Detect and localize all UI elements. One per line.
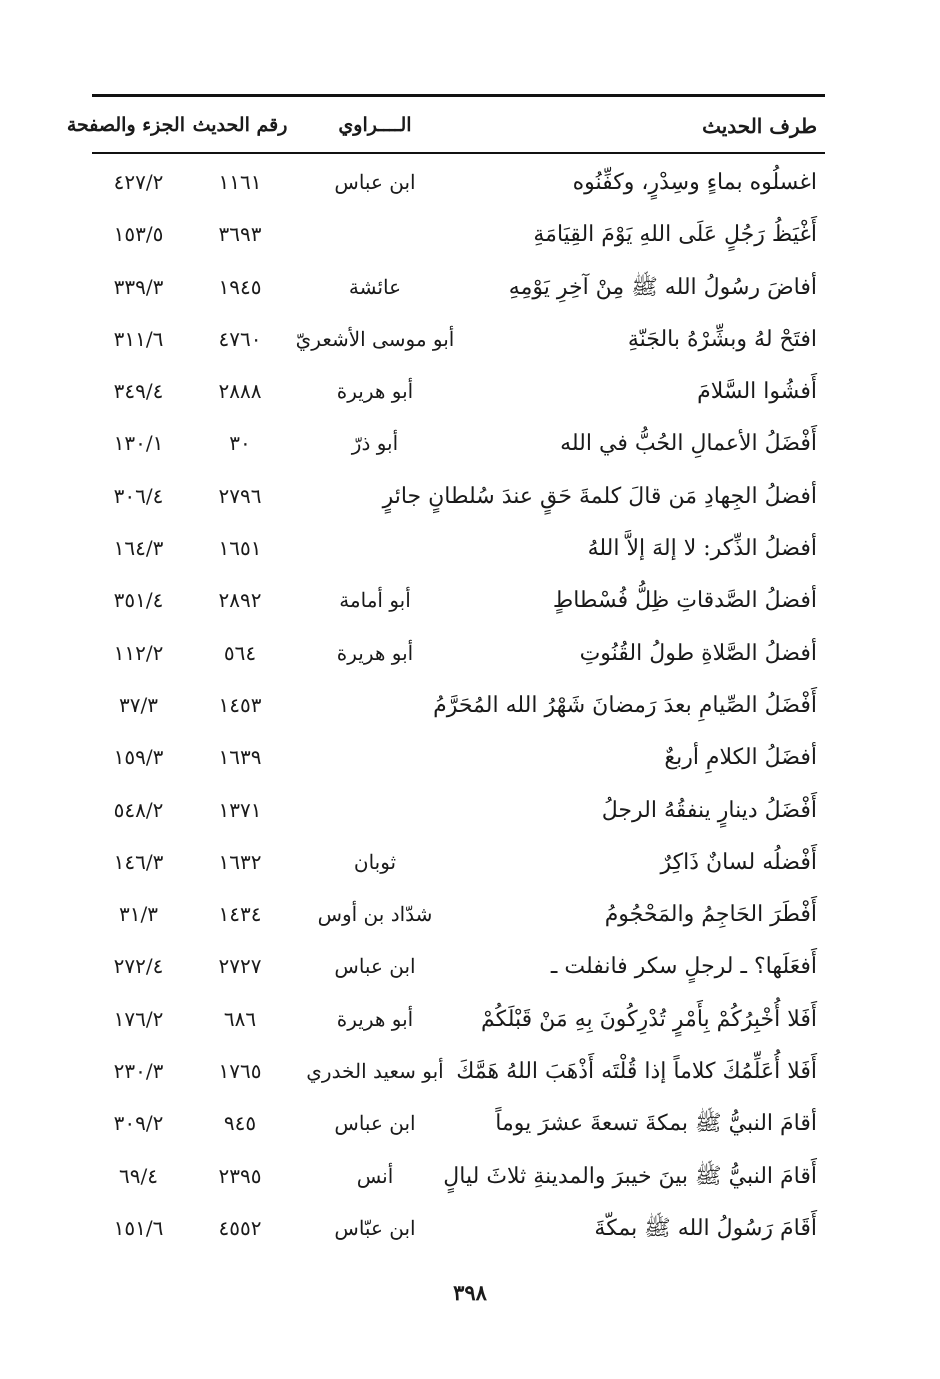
hadith-number: ٤٥٥٢: [218, 1215, 262, 1240]
hadith-text: أفضلُ الذِّكر: لا إلهَ إلاَّ اللهُ: [587, 536, 817, 562]
table-row: [92, 166, 825, 218]
table-row: [92, 1107, 825, 1159]
hadith-number: ٢٣٩٥: [218, 1163, 262, 1188]
volume-page-ref: ١٤٦/٣: [113, 849, 164, 874]
narrator: أبو أمامة: [339, 588, 411, 613]
hadith-text: أَفْضَلُ الصِّيامِ بعدَ رَمضانَ شَهْرُ الله المُحَرَّمُ: [433, 692, 817, 718]
hadith-text: أَفَلا أُعَلِّمُكَ كلاماً إذا قُلْتَه أَذْهَبَ اللهُ هَمَّكَ: [456, 1059, 817, 1085]
narrator: أبو هريرة: [336, 379, 414, 404]
header-number: رقم الحديث: [192, 114, 288, 136]
table-row: [92, 950, 825, 1002]
hadith-text: أفضلُ الصَّدقاتِ ظِلُّ فُسْطاطٍ: [552, 588, 817, 614]
hadith-text: أَفْضَلُ الأعمالِ الحُبُّ في الله: [560, 431, 817, 457]
narrator: عائشة: [348, 274, 402, 299]
hadith-text: أفاضَ رسُولُ الله ﷺ مِنْ آخِرِ يَوْمِهِ: [508, 274, 817, 300]
hadith-text: أقامَ النبيُّ ﷺ بمكةَ تسعةَ عشرَ يوماً: [495, 1111, 817, 1137]
table-body: [92, 166, 825, 1264]
hadith-number: ١١٦١: [218, 170, 262, 194]
header-rule: [92, 152, 825, 154]
hadith-text: أفضَلُ الكلامِ أربعٌ: [664, 745, 817, 771]
hadith-number: ٥٦٤: [223, 640, 257, 665]
volume-page-ref: ٣٧/٣: [119, 692, 158, 717]
hadith-text: اغسلُوه بماءٍ وسِدْرٍ، وكفِّنُوه: [572, 170, 817, 195]
table-row: [92, 1055, 825, 1107]
table-row: [92, 323, 825, 375]
hadith-text: أَفَلا أُخْبِرُكُمْ بِأَمْرٍ تُدْرِكُونَ بِهِ مَنْ قَبْلَكُمْ: [480, 1006, 817, 1032]
hadith-text: أَقَامَ رَسُولُ الله ﷺ بمكّةَ: [594, 1215, 817, 1241]
volume-page-ref: ٦٩/٤: [119, 1163, 158, 1188]
header-hadith: طرف الحديث: [702, 114, 817, 138]
table-row: [92, 1003, 825, 1055]
hadith-number: ٢٨٩٢: [218, 588, 262, 613]
hadith-text: أفضلُ الجِهادِ مَن قالَ كلمةَ حَقٍ عندَ سُلطانٍ جائرٍ: [382, 483, 817, 509]
volume-page-ref: ٣٠٩/٢: [113, 1111, 164, 1136]
table-row: [92, 1212, 825, 1264]
hadith-number: ١٦٥١: [218, 536, 262, 561]
page-number: ٣٩٨: [453, 1280, 487, 1305]
table-row: [92, 427, 825, 479]
table-row: [92, 532, 825, 584]
hadith-number: ٢٧٩٦: [218, 483, 262, 508]
volume-page-ref: ١٥٣/٥: [113, 222, 164, 247]
volume-page-ref: ١٦٤/٣: [113, 536, 164, 561]
hadith-text: افتَحْ لهُ وبشِّرْهُ بالجَنّةِ: [627, 326, 817, 352]
narrator: أبو هريرة: [336, 640, 414, 665]
table-row: [92, 271, 825, 323]
volume-page-ref: ١٧٦/٢: [113, 1006, 164, 1031]
narrator: أبو موسى الأشعريّ: [295, 326, 455, 351]
hadith-number: ٣٠: [229, 431, 251, 456]
hadith-text: أَقامَ النبيُّ ﷺ بينَ خيبرَ والمدينةِ ثلاثَ ليالٍ: [443, 1163, 817, 1189]
hadith-text: أَفعَلَها؟ ـ لرجلٍ سكر فانفلت ـ: [550, 954, 817, 980]
narrator: أبو هريرة: [336, 1006, 414, 1031]
narrator: ابن عباس: [334, 954, 416, 979]
hadith-number: ٦٨٦: [223, 1006, 257, 1031]
hadith-text: أَفْضَلُ دينارٍ ينفقُهُ الرجلُ: [601, 797, 817, 823]
volume-page-ref: ٣١١/٦: [113, 326, 164, 351]
top-rule: [92, 94, 825, 97]
volume-page-ref: ٥٤٨/٢: [113, 797, 164, 822]
hadith-number: ١٤٥٣: [218, 692, 262, 717]
table-row: [92, 480, 825, 532]
table-row: [92, 689, 825, 741]
volume-page-ref: ٣٤٩/٤: [113, 379, 164, 404]
narrator: ابن عبّاس: [334, 1215, 416, 1240]
volume-page-ref: ٣١/٣: [119, 902, 158, 927]
volume-page-ref: ١٥٩/٣: [113, 745, 164, 770]
narrator: شدّاد بن أوس: [317, 902, 433, 927]
hadith-text: أَفْضلُه لسانٌ ذَاكِرٌ: [660, 849, 817, 875]
narrator: ابن عباس: [334, 1111, 416, 1136]
hadith-number: ٣٦٩٣: [218, 222, 262, 247]
hadith-number: ٢٨٨٨: [218, 379, 262, 404]
hadith-text: أَفْطَرَ الحَاجِمُ والمَحْجُومُ: [604, 902, 817, 928]
volume-page-ref: ٣٥١/٤: [113, 588, 164, 613]
header-rawi: الــــراوي: [338, 114, 412, 136]
table-row: [92, 375, 825, 427]
hadith-number: ١٦٣٢: [218, 849, 262, 874]
narrator: ابن عباس: [334, 170, 416, 194]
narrator: أبو ذرّ: [351, 431, 399, 456]
hadith-number: ١٤٣٤: [218, 902, 262, 927]
table-header: [66, 110, 825, 146]
volume-page-ref: ١٣٠/١: [113, 431, 164, 456]
volume-page-ref: ١٥١/٦: [113, 1215, 164, 1240]
table-row: [92, 794, 825, 846]
table-row: [92, 584, 825, 636]
volume-page-ref: ٢٧٢/٤: [113, 954, 164, 979]
table-row: [92, 741, 825, 793]
hadith-number: ١٩٤٥: [218, 274, 262, 299]
hadith-text: أَغْيَظُ رَجُلٍ عَلَى اللهِ يَوْمَ القِيَامَةِ: [533, 222, 817, 248]
hadith-number: ٩٤٥: [223, 1111, 257, 1136]
narrator: أنس: [356, 1163, 394, 1188]
table-row: [92, 637, 825, 689]
table-row: [92, 846, 825, 898]
hadith-number: ١٦٣٩: [218, 745, 262, 770]
table-row: [92, 218, 825, 270]
hadith-number: ٢٧٢٧: [218, 954, 262, 979]
volume-page-ref: ١١٢/٢: [113, 640, 164, 665]
volume-page-ref: ٤٢٧/٢: [113, 170, 164, 194]
table-row: [92, 1160, 825, 1212]
header-volume-page: الجزء والصفحة: [66, 114, 185, 136]
volume-page-ref: ٢٣٠/٣: [113, 1059, 164, 1084]
hadith-text: أفضلُ الصَّلاةِ طولُ القُنُوتِ: [579, 640, 817, 666]
hadith-number: ٤٧٦٠: [218, 326, 262, 351]
table-row: [92, 898, 825, 950]
volume-page-ref: ٣٣٩/٣: [113, 274, 164, 299]
narrator: ثوبان: [353, 849, 397, 874]
hadith-number: ١٣٧١: [218, 797, 262, 822]
hadith-text: أَفشُوا السَّلامَ: [697, 379, 817, 405]
hadith-number: ١٧٦٥: [218, 1059, 262, 1084]
volume-page-ref: ٣٠٦/٤: [113, 483, 164, 508]
narrator: أبو سعيد الخدري: [306, 1059, 444, 1084]
